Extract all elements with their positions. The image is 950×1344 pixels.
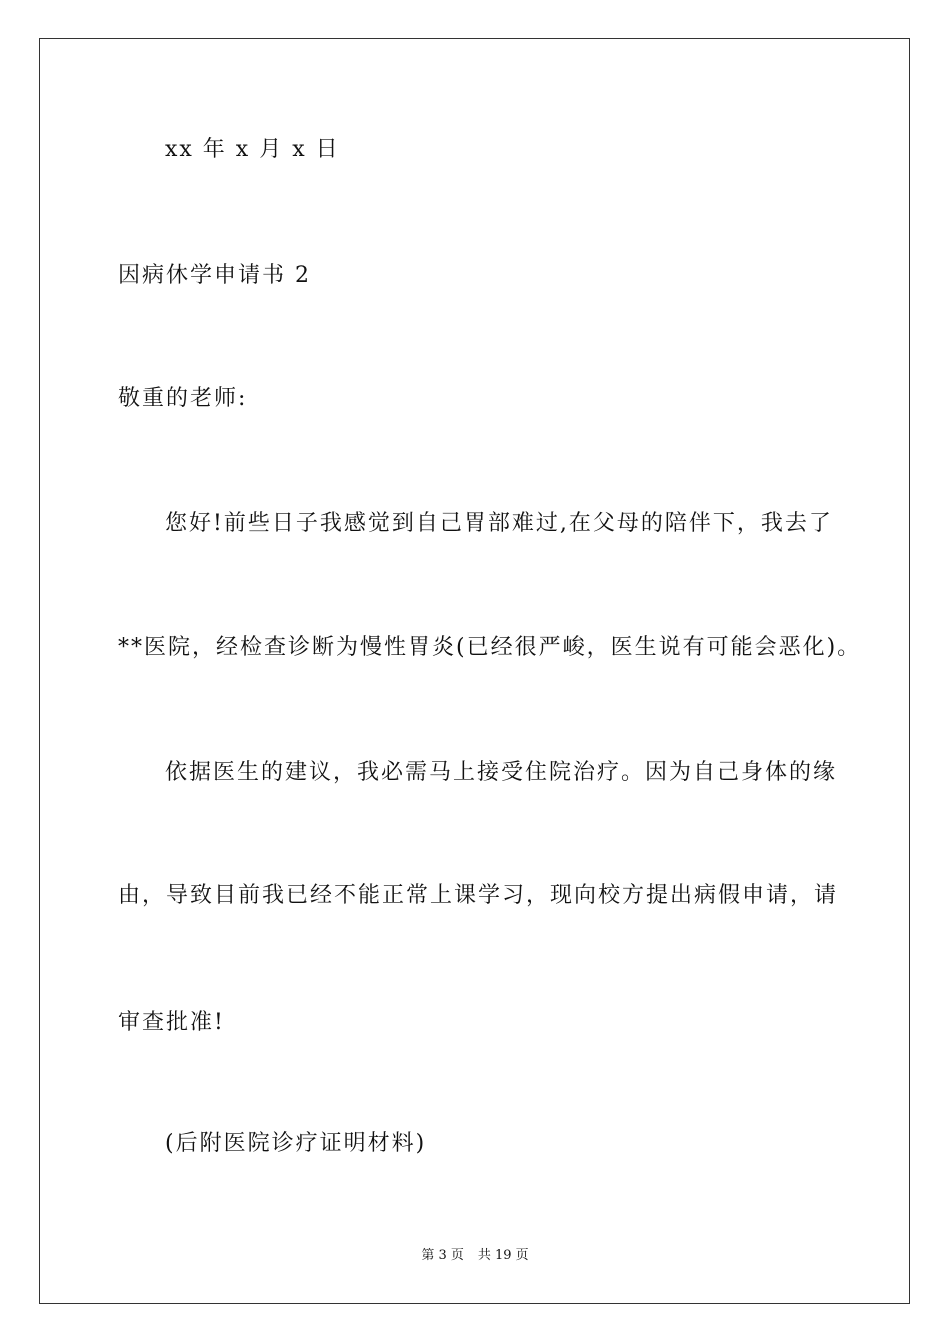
attachment-note: (后附医院诊疗证明材料) — [165, 1131, 427, 1156]
page-total: 共 19 页 — [477, 1248, 529, 1263]
page-footer — [0, 1247, 950, 1265]
document-title: 因病休学申请书 2 — [118, 263, 311, 288]
paragraph-line-5: 审查批准! — [118, 1010, 225, 1035]
paragraph-line-2: **医院，经检查诊断为慢性胃炎(已经很严峻，医生说有可能会恶化)。 — [118, 635, 862, 660]
page-number: 第 3 页 — [421, 1248, 464, 1263]
date-line: xx 年 x 月 x 日 — [165, 137, 340, 162]
paragraph-line-4: 由，导致目前我已经不能正常上课学习，现向校方提出病假申请，请 — [118, 883, 839, 908]
page-border — [39, 38, 910, 1304]
paragraph-line-3: 依据医生的建议，我必需马上接受住院治疗。因为自己身体的缘 — [165, 760, 838, 785]
paragraph-line-1: 您好!前些日子我感觉到自己胃部难过,在父母的陪伴下，我去了 — [165, 511, 833, 536]
salutation: 敬重的老师: — [118, 386, 248, 411]
